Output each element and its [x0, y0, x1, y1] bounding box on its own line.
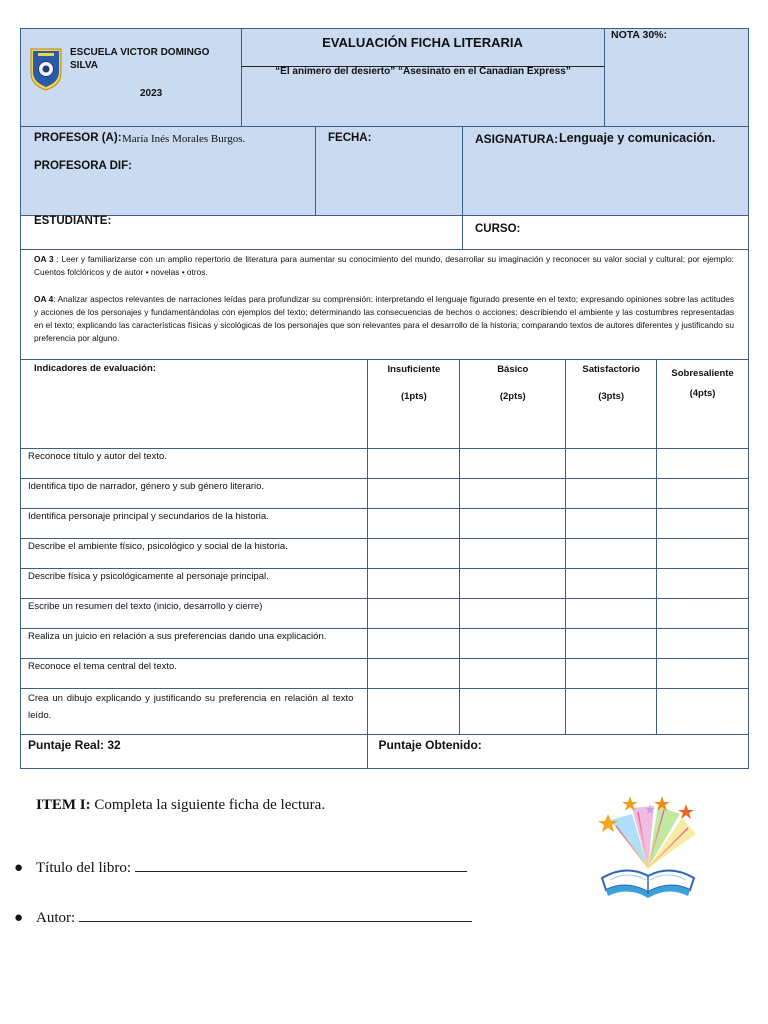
score-cell[interactable] — [657, 539, 749, 569]
school-year: 2023 — [140, 88, 163, 99]
score-cell[interactable] — [566, 509, 657, 539]
score-cell[interactable] — [566, 599, 657, 629]
school-name-line1: ESCUELA VICTOR DOMINGO — [70, 47, 210, 58]
asignatura-value: Lenguaje y comunicación. — [559, 131, 716, 145]
indicator-cell: Reconoce título y autor del texto. — [21, 449, 368, 479]
level-points: (4pts) — [689, 388, 716, 399]
score-cell[interactable] — [368, 599, 460, 629]
student-row — [20, 216, 749, 250]
score-cell[interactable] — [657, 509, 749, 539]
table-row — [21, 689, 749, 735]
score-cell[interactable] — [657, 449, 749, 479]
level-satisfactorio — [566, 360, 657, 449]
table-row — [21, 479, 749, 509]
score-cell[interactable] — [657, 629, 749, 659]
score-cell[interactable] — [368, 449, 460, 479]
curso-label[interactable]: CURSO: — [475, 223, 521, 235]
oa4-label: OA 4 — [34, 294, 54, 304]
level-sobresaliente — [657, 360, 749, 449]
level-name: Insuficiente — [387, 364, 441, 375]
score-cell[interactable] — [460, 569, 566, 599]
profesor-label: PROFESOR (A): — [34, 132, 122, 144]
indicator-cell: Describe el ambiente físico, psicológico y social de la historia. — [21, 539, 368, 569]
score-cell[interactable] — [368, 479, 460, 509]
level-basico — [460, 360, 566, 449]
oa4-body: : Analizar aspectos relevantes de narraciones leídas para profundizar su comprensión: interpretando el lenguaje figurado presente en el texto; expresando opiniones sobre las actitudes y acciones de los personajes y fundamentándolas con ejemplos del texto; determinando las consecuencias de hechos o acciones; describiendo el ambiente y las costumbres representadas en el texto; explicando las características físicas y sicológicas de los personajes que son relevantes para el desarrollo de la historia; comparando textos de autores diferentes y justificando su preferencia por alguno. — [34, 294, 735, 343]
item-text: Completa la siguiente ficha de lectura. — [90, 797, 326, 813]
student-divider — [462, 216, 463, 250]
score-cell[interactable] — [460, 509, 566, 539]
field-autor-label: Autor: — [36, 910, 76, 926]
field-titulo-label: Título del libro: — [36, 860, 131, 876]
level-points: (3pts) — [598, 391, 625, 402]
score-cell[interactable] — [657, 599, 749, 629]
score-cell[interactable] — [460, 689, 566, 735]
score-cell[interactable] — [460, 629, 566, 659]
table-row — [21, 539, 749, 569]
score-cell[interactable] — [368, 629, 460, 659]
field-autor[interactable] — [14, 909, 472, 927]
score-cell[interactable] — [460, 659, 566, 689]
level-points: (1pts) — [400, 391, 427, 402]
table-row — [21, 659, 749, 689]
item-instruction — [36, 797, 325, 814]
profesor-name: María Inés Morales Burgos. — [122, 133, 246, 145]
nota-label: NOTA 30%: — [611, 29, 668, 41]
indicators-header: Indicadores de evaluación: — [21, 360, 368, 449]
book-titles: “El animero del desierto” “Asesinato en el Canadian Express” — [275, 66, 571, 77]
level-points: (2pts) — [499, 391, 526, 402]
score-cell[interactable] — [368, 509, 460, 539]
indicator-cell: Realiza un juicio en relación a sus preferencias dando una explicación. — [21, 629, 368, 659]
indicator-cell: Identifica personaje principal y secundarios de la historia. — [21, 509, 368, 539]
info-divider-2 — [462, 127, 463, 216]
bullet-icon: ● — [14, 860, 24, 876]
open-book-stars-illustration — [588, 790, 708, 908]
bullet-icon: ● — [14, 910, 24, 926]
indicator-cell: Reconoce el tema central del texto. — [21, 659, 368, 689]
score-cell[interactable] — [460, 479, 566, 509]
score-cell[interactable] — [460, 539, 566, 569]
item-label: ITEM I: — [36, 797, 91, 813]
oa4-text — [34, 293, 734, 345]
info-divider-1 — [315, 127, 316, 216]
oa3-text — [34, 253, 734, 279]
autor-answer-line[interactable] — [79, 909, 472, 922]
score-cell[interactable] — [460, 449, 566, 479]
school-name-line2: SILVA — [70, 60, 98, 71]
puntaje-obtenido[interactable]: Puntaje Obtenido: — [368, 735, 749, 769]
score-cell[interactable] — [566, 629, 657, 659]
level-insuficiente — [368, 360, 460, 449]
rubric-header-row — [21, 360, 749, 449]
table-row — [21, 629, 749, 659]
level-name: Satisfactorio — [582, 364, 640, 375]
score-cell[interactable] — [368, 539, 460, 569]
table-row — [21, 599, 749, 629]
level-name: Sobresaliente — [671, 368, 734, 379]
field-titulo[interactable] — [14, 859, 467, 877]
score-cell[interactable] — [566, 449, 657, 479]
score-cell[interactable] — [657, 479, 749, 509]
score-cell[interactable] — [566, 569, 657, 599]
header-divider-2 — [604, 28, 605, 127]
indicator-cell: Identifica tipo de narrador, género y sub género literario. — [21, 479, 368, 509]
asignatura-label: ASIGNATURA: — [475, 132, 559, 146]
score-cell[interactable] — [566, 689, 657, 735]
score-cell[interactable] — [657, 569, 749, 599]
score-cell[interactable] — [657, 659, 749, 689]
score-cell[interactable] — [566, 539, 657, 569]
titulo-answer-line[interactable] — [135, 859, 467, 872]
score-cell[interactable] — [368, 569, 460, 599]
score-cell[interactable] — [368, 659, 460, 689]
totals-row — [21, 735, 749, 769]
oa3-body: : Leer y familiarizarse con un amplio repertorio de literatura para aumentar su conocimiento del mundo, desarrollar su imaginación y reconocer su valor social y cultural; por ejemplo: Cuentos folclóricos y de autor • novelas • otros. — [34, 254, 734, 277]
profesora-dif-label: PROFESORA DIF: — [34, 160, 132, 172]
score-cell[interactable] — [657, 689, 749, 735]
puntaje-real: Puntaje Real: 32 — [21, 735, 368, 769]
score-cell[interactable] — [368, 689, 460, 735]
oa3-label: OA 3 — [34, 254, 54, 264]
school-logo — [29, 47, 63, 91]
indicator-cell: Crea un dibujo explicando y justificando su preferencia en relación al texto leído. — [21, 689, 368, 735]
fecha-label: FECHA: — [328, 132, 372, 144]
indicator-cell: Escribe un resumen del texto (inicio, desarrollo y cierre) — [21, 599, 368, 629]
score-cell[interactable] — [566, 479, 657, 509]
score-cell[interactable] — [566, 659, 657, 689]
rubric-table — [20, 359, 749, 769]
estudiante-label[interactable]: ESTUDIANTE: — [34, 215, 112, 227]
table-row — [21, 569, 749, 599]
score-cell[interactable] — [460, 599, 566, 629]
table-row — [21, 509, 749, 539]
page-title: EVALUACIÓN FICHA LITERARIA — [322, 35, 523, 50]
level-name: Básico — [497, 364, 529, 375]
table-row — [21, 449, 749, 479]
indicator-cell: Describe física y psicológicamente al personaje principal. — [21, 569, 368, 599]
